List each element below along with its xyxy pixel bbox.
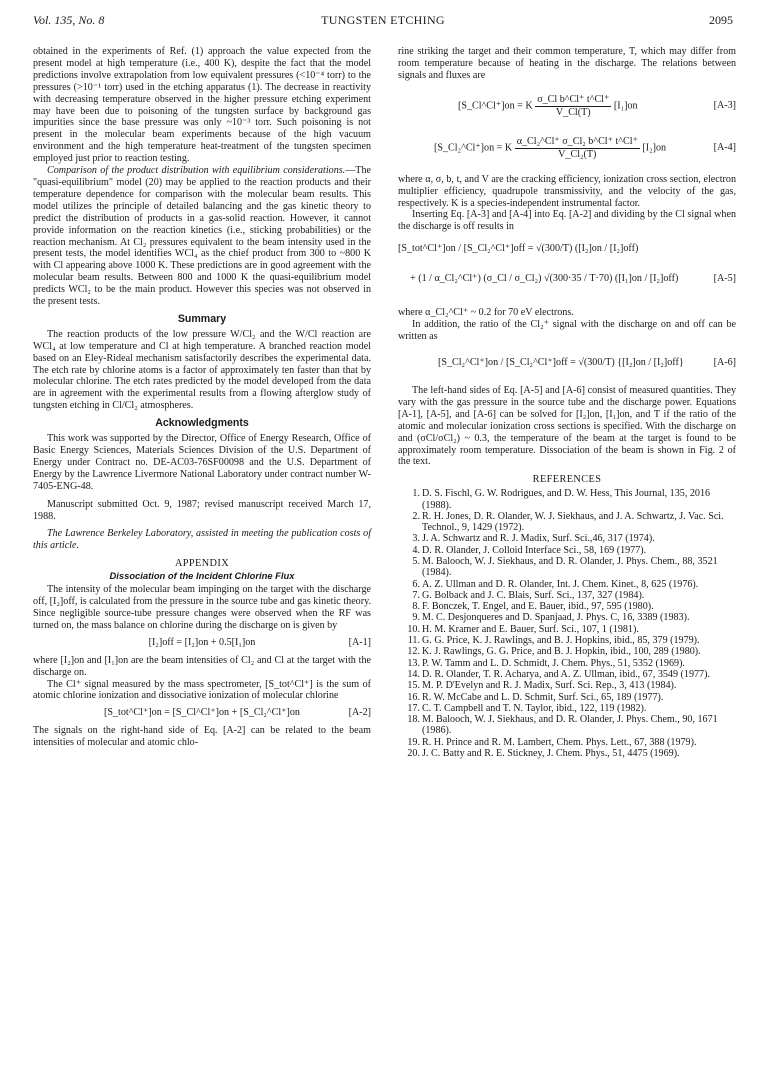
publication-cost-note: The Lawrence Berkeley Laboratory, assisted in meeting the publication costs of this article. — [33, 528, 371, 552]
journal-section-title: TUNGSTEN ETCHING — [321, 13, 445, 27]
reference-item — [398, 658, 736, 669]
reference-text: D. R. Olander, J. Colloid Interface Sci., 58, 169 (1977). — [422, 544, 647, 556]
reference-item — [398, 748, 736, 759]
reference-text: M. P. D'Evelyn and R. J. Madix, Surf. Sci. Rep., 3, 413 (1984). — [422, 680, 677, 692]
reference-number: 1. — [412, 488, 420, 500]
volume-label: Vol. 135, No. 8 — [33, 13, 105, 27]
appendix-paragraph: where [I₂]on and [I₁]on are the beam intensities of Cl₂ and Cl at the target with the discharge on. — [33, 654, 371, 678]
references-heading: REFERENCES — [532, 474, 602, 486]
reference-text: R. H. Prince and R. M. Lambert, Chem. Phys. Lett., 67, 388 (1979). — [422, 736, 697, 748]
reference-text: D. S. Fischl, G. W. Rodrigues, and D. W. Hess, This Journal, 135, 2016 (1988). — [422, 488, 711, 511]
equation-rhs: [I₂]on — [642, 142, 667, 154]
reference-number: 14. — [407, 668, 420, 680]
reference-item — [398, 545, 736, 556]
equation-fraction — [535, 94, 611, 119]
references-list — [398, 488, 736, 759]
reference-text: M. Balooch, W. J. Siekhaus, and D. R. Olander, J. Phys. Chem., 90, 1671 (1986). — [422, 714, 718, 737]
reference-item — [398, 680, 736, 691]
equation-body: [S_Cl₂^Cl⁺]on / [S_Cl₂^Cl⁺]off = √(300/T) {[I₂]on / [I₂]off} — [438, 356, 684, 368]
reference-item — [398, 590, 736, 601]
reference-item — [398, 612, 736, 623]
equation-a3 — [398, 90, 736, 124]
reference-number: 5. — [412, 556, 420, 567]
reference-item — [398, 669, 736, 680]
section-heading-acknowledgments: Acknowledgments — [155, 417, 249, 430]
equation-a6 — [398, 349, 736, 381]
equation-a5 — [398, 241, 736, 303]
appendix-heading: APPENDIX — [174, 558, 230, 570]
equation-tag: [A-5] — [713, 273, 736, 285]
equation-tag: [A-4] — [713, 141, 736, 153]
appendix-paragraph: The signals on the right-hand side of Eq. [A-2] can be related to the beam intensities of molecular and atomic chlo- — [33, 725, 371, 749]
reference-text: M. Balooch, W. J. Siekhaus, and D. R. Olander, J. Phys. Chem., 88, 3521 (1984). — [422, 556, 718, 579]
reference-number: 17. — [407, 702, 420, 714]
body-paragraph: rine striking the target and their common temperature, T, which may differ from room temperature because of heating in the discharge. The relations between signals and fluxes are — [398, 46, 736, 81]
reference-number: 10. — [407, 623, 420, 635]
equation-tag: [A-3] — [713, 99, 736, 111]
summary-paragraph: The reaction products of the low pressure W/Cl₂ and the W/Cl reaction are WCl₄ at low temperature and Cl at high temperature. A branched reaction model based on an Eley-Rideal mechanism satisfactorily describes the experimental data. The etch rate by chlorine atoms is a factor of approximately ten faster than that by molecular chlorine. The etch rates predicted by the model developed from the data are in agreement with the experimental results from a flowing afterglow study of tungsten etching in Cl/Cl₂ atmospheres. — [33, 328, 371, 412]
reference-item — [398, 511, 736, 534]
equation-body: [S_tot^Cl⁺]on = [S_Cl^Cl⁺]on + [S_Cl₂^Cl⁺]on — [104, 707, 300, 719]
equation-lhs: [S_Cl^Cl⁺]on = K — [458, 100, 533, 112]
run-in-heading: Comparison of the product distribution with equilibrium considerations. — [47, 165, 346, 177]
reference-text: H. M. Kramer and E. Bauer, Surf. Sci., 107, 1 (1981). — [422, 623, 639, 635]
reference-number: 16. — [407, 691, 420, 703]
body-paragraph: where α, σ, b, t, and V are the cracking efficiency, ionization cross section, electron multiplier efficiency, quadrupole transmissivity, and the velocity of the gas, respectively. K is a species-independent instrumental factor. — [398, 173, 736, 209]
reference-number: 3. — [412, 533, 420, 545]
reference-item — [398, 646, 736, 657]
paragraph-text: —The "quasi-equilibrium" model (20) may be applied to the reaction products and their temperature dependence for comparison with the molecular beam results. This model utilizes the principle of detailed balancing and the gas kinetic theory to predict the distribution of products in a gas-solid reaction. However, it cannot provide information on the reaction kinetics (i.e., sticking probabilities) or the reaction mechanism. At Cl₂ pressures equivalent to the beam intensity used in the present tests, the model identifies WCl₄ as the chief product from 300 to ~800 K with Cl appearing above 1000 K. These predictions are in good agreement with the molecular beam results. Between 800 and 1000 K the quasi-equilibrium model predicts WCl₂ to be the main product. However this species was not observed in the present tests. — [33, 165, 371, 308]
reference-text: G. G. Price, K. J. Rawlings, and B. J. Hopkins, ibid., 85, 379 (1979). — [422, 635, 700, 647]
reference-number: 9. — [412, 612, 420, 624]
reference-number: 2. — [412, 510, 420, 522]
acknowledgments-paragraph: This work was supported by the Director, Office of Energy Research, Office of Basic Energy Sciences, Materials Sciences Division of the U.S. Department of Energy under Contract no. DE-AC03-76SF00098 and the U.S. Department of Energy by the Lawrence Livermore National Laboratory under contract number W-7405-ENG-48. — [33, 433, 371, 492]
equation-tag: [A-6] — [713, 356, 736, 368]
reference-item — [398, 635, 736, 646]
reference-item — [398, 579, 736, 590]
equation-line-1: [S_tot^Cl⁺]on / [S_Cl₂^Cl⁺]off = √(300/T) ([I₂]on / [I₂]off) — [398, 243, 639, 255]
reference-item — [398, 714, 736, 737]
body-paragraph: In addition, the ratio of the Cl₂⁺ signal with the discharge on and off can be written as — [398, 319, 736, 343]
equation-lhs: [S_Cl₂^Cl⁺]on = K — [434, 142, 513, 154]
equation-a4 — [398, 132, 736, 168]
equation-rhs: [I₁]on — [613, 100, 638, 112]
reference-number: 6. — [412, 578, 420, 590]
reference-text: P. W. Tamm and L. D. Schmidt, J. Chem. Phys., 51, 5352 (1969). — [422, 657, 685, 669]
body-paragraph: The left-hand sides of Eq. [A-5] and [A-6] consist of measured quantities. They vary with the gas pressure in the source tube and the discharge power. Equations [A-1], [A-5], and [A-6] can be solved for [I₂]on, [I₁]on, and T if the ratio of the atomic and molecular ionization cross sections is specified. With the discharge on and (σCl/σCl₂) ~ 0.3, the temperature of the beam at the target is found to be approximately room temperature. Dissociation of the beam is shown in Fig. 2 of the text. — [398, 384, 736, 468]
reference-number: 18. — [407, 714, 420, 726]
running-header — [33, 13, 733, 31]
equation-body: [I₂]off = [I₂]on + 0.5[I₁]on — [148, 636, 256, 648]
reference-number: 20. — [407, 748, 420, 760]
appendix-subheading: Dissociation of the Incident Chlorine Flux — [109, 570, 295, 582]
reference-number: 12. — [407, 646, 420, 658]
left-column — [33, 46, 371, 749]
reference-text: J. A. Schwartz and R. J. Madix, Surf. Sci.,46, 317 (1974). — [422, 533, 655, 545]
reference-text: C. T. Campbell and T. N. Taylor, ibid., 122, 119 (1982). — [422, 702, 647, 714]
body-paragraph-comparison — [33, 165, 371, 308]
reference-text: K. J. Rawlings, G. G. Price, and B. J. Hopkin, ibid., 100, 289 (1980). — [422, 646, 701, 658]
reference-number: 19. — [407, 736, 420, 748]
reference-text: J. C. Batty and R. E. Stickney, J. Chem. Phys., 51, 4475 (1969). — [422, 748, 680, 760]
reference-number: 13. — [407, 657, 420, 669]
reference-text: R. H. Jones, D. R. Olander, W. J. Siekhaus, and J. A. Schwartz, J. Vac. Sci. Technol., 9, 1429 (1972). — [422, 510, 724, 534]
body-paragraph: obtained in the experiments of Ref. (1) approach the value expected from the present model at high temperature (i.e., 400 K), despite the fact that the model predictions involve extrapolation from low equivalent pressures (<10⁻⁴ torr) to the pressures (>10⁻¹ torr) used in the etching apparatus (1). The decrease in reactivity with decreasing temperature observed in the higher pressure etching experiment may have been due to poisoning of the tungsten surface by background gas impurities since the base pressure was only ~10⁻³ torr. Such poisoning is not present in the molecular beam experiments because of the high vacuum environment and the high temperature heat-treatment of the tungsten specimen employed just prior to reaction testing. — [33, 46, 371, 165]
fraction-numerator: σ_Cl b^Cl⁺ t^Cl⁺ — [537, 93, 610, 105]
equation-tag: [A-1] — [348, 636, 371, 648]
reference-text: A. Z. Ullman and D. R. Olander, Int. J. Chem. Kinet., 8, 625 (1976). — [422, 578, 699, 590]
body-paragraph: Inserting Eq. [A-3] and [A-4] into Eq. [A-2] and dividing by the Cl signal when the discharge is off results in — [398, 209, 736, 233]
reference-item — [398, 692, 736, 703]
reference-number: 8. — [412, 601, 420, 613]
body-paragraph: where α_Cl₂^Cl⁺ ~ 0.2 for 70 eV electrons. — [398, 307, 574, 319]
reference-item — [398, 488, 736, 511]
reference-item — [398, 601, 736, 612]
reference-text: D. R. Olander, T. R. Acharya, and A. Z. Ullman, ibid., 67, 3549 (1977). — [422, 668, 710, 680]
reference-text: R. W. McCabe and L. D. Schmit, Surf. Sci., 65, 189 (1977). — [422, 691, 664, 703]
section-heading-summary: Summary — [177, 312, 227, 325]
fraction-denominator: V_Cl(T) — [555, 106, 591, 118]
reference-number: 7. — [412, 589, 420, 601]
appendix-paragraph: The intensity of the molecular beam impinging on the target with the discharge off, [I₂]off, is calculated from the pressure in the source tube and gas kinetic theory. Since negligible source-tube pressure changes were observed when the RF was turned on, the mass balance on chlorine during the discharge on is given by — [33, 584, 371, 631]
equation-fraction — [515, 136, 640, 161]
reference-number: 11. — [407, 635, 420, 647]
equation-line-2: + (1 / α_Cl₂^Cl⁺) (σ_Cl / σ_Cl₂) √(300·35 / T·70) ([I₁]on / [I₂]off) — [410, 273, 679, 285]
reference-number: 4. — [412, 544, 420, 556]
manuscript-dates: Manuscript submitted Oct. 9, 1987; revised manuscript received March 17, 1988. — [33, 498, 371, 522]
reference-number: 15. — [407, 680, 420, 692]
reference-item — [398, 533, 736, 544]
reference-item — [398, 703, 736, 714]
reference-text: M. C. Desjonqueres and D. Spanjaad, J. Phys. C, 16, 3389 (1983). — [422, 612, 690, 624]
reference-item — [398, 624, 736, 635]
right-column — [398, 46, 736, 759]
reference-text: F. Bonczek, T. Engel, and E. Bauer, ibid., 97, 595 (1980). — [422, 601, 654, 613]
reference-text: G. Bolback and J. C. Blais, Surf. Sci., 137, 327 (1984). — [422, 589, 645, 601]
appendix-paragraph: The Cl⁺ signal measured by the mass spectrometer, [S_tot^Cl⁺] is the sum of atomic chlorine ionization and dissociative ionization of molecular chlorine — [33, 678, 371, 702]
reference-item — [398, 737, 736, 748]
equation-tag: [A-2] — [348, 707, 371, 719]
page-number: 2095 — [709, 13, 733, 27]
equation-a2 — [33, 707, 371, 720]
equation-a1 — [33, 637, 371, 650]
reference-item — [398, 556, 736, 579]
fraction-numerator: α_Cl₂^Cl⁺ σ_Cl₂ b^Cl⁺ t^Cl⁺ — [516, 135, 638, 147]
fraction-denominator: V_Cl₂(T) — [558, 148, 597, 160]
